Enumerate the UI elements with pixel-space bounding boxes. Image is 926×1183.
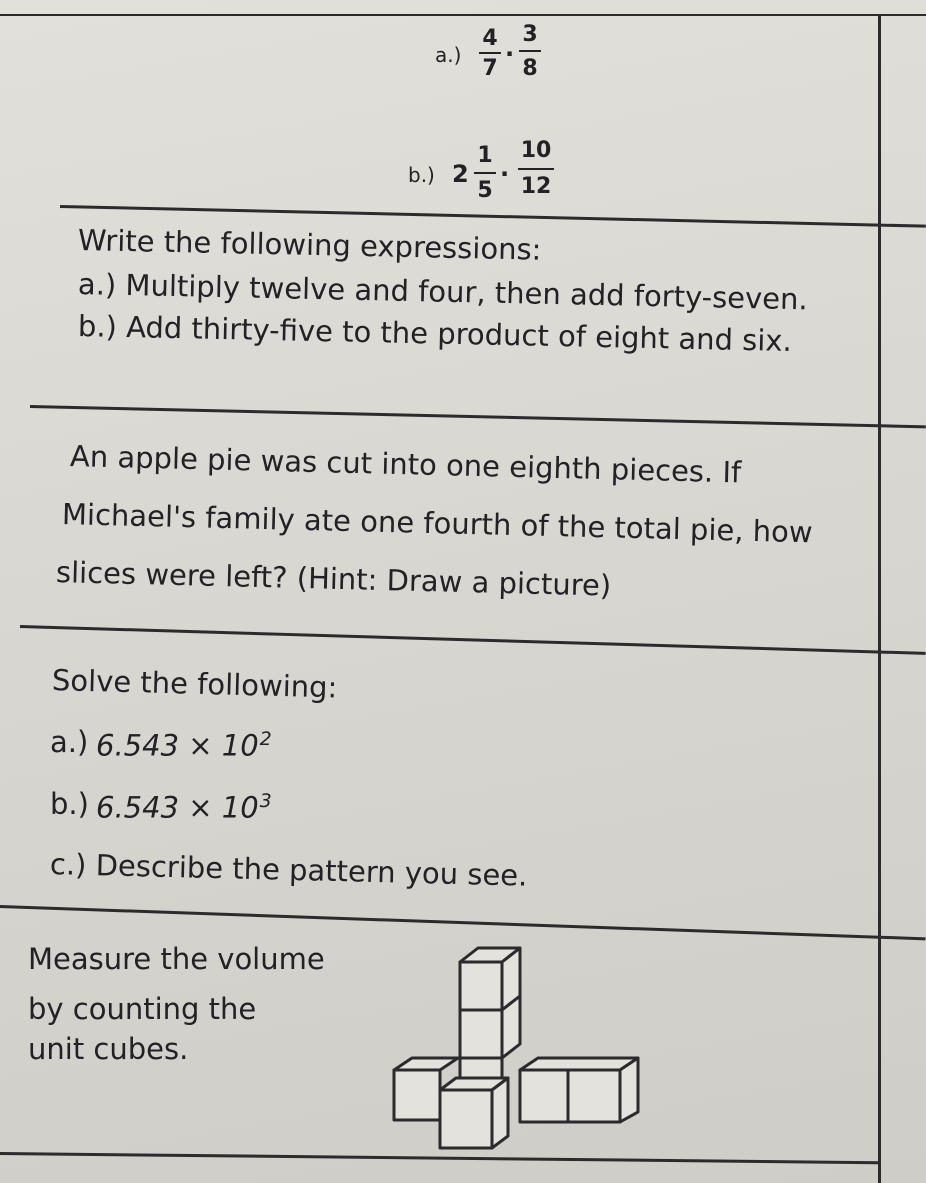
solve-c-text: c.) Describe the pattern you see. (49, 847, 528, 893)
cube-base-left-top (394, 1058, 458, 1070)
apple-pie-line-2: Michael's family ate one fourth of the total pie, how (61, 497, 814, 550)
fraction-b1-numerator: 1 (477, 143, 493, 168)
expression-a-text: a.) Multiply twelve and four, then add forty-seven. (77, 267, 809, 317)
solve-heading: Solve the following: (51, 663, 338, 705)
cube-base-right-face-1 (520, 1070, 568, 1122)
divider-line-2 (30, 405, 926, 428)
fraction-b1-denominator: 5 (477, 178, 493, 203)
fraction-b2-denominator: 12 (520, 174, 552, 199)
volume-line-1: Measure the volume (28, 942, 325, 976)
solve-b-expression (96, 792, 272, 823)
volume-line-2: by counting the (28, 992, 257, 1026)
expression-b-text: b.) Add thirty-five to the product of eight and six. (77, 309, 793, 358)
fraction-problem-b-label: b.) (408, 163, 435, 187)
cube-base-right-face-2 (568, 1070, 620, 1122)
solve-a-expression (96, 730, 272, 761)
cube-tower-face-1 (460, 962, 502, 1010)
fraction-a1-numerator: 4 (482, 26, 498, 51)
fraction-a2-bar (519, 50, 541, 52)
expressions-heading: Write the following expressions: (77, 223, 542, 267)
solve-b-label: b.) (50, 787, 89, 821)
cube-tower-face-2 (460, 1010, 502, 1058)
solve-b-exponent: 3 (259, 790, 272, 812)
cube-base-right-side (620, 1058, 638, 1122)
fraction-b2-numerator: 10 (520, 138, 552, 163)
fraction-b1-bar (474, 172, 496, 174)
solve-b-base: 6.543 × 10 (96, 790, 259, 825)
fraction-a2-numerator: 3 (522, 22, 538, 47)
cube-tower-base-face (460, 1058, 502, 1078)
solve-a-base: 6.543 × 10 (96, 728, 259, 763)
fraction-problem-a-label: a.) (435, 43, 462, 67)
fraction-b2-bar (518, 168, 554, 170)
cube-base-left-face (394, 1070, 440, 1120)
top-border-line (0, 14, 926, 16)
divider-line-3 (20, 625, 926, 655)
solve-a-exponent: 2 (259, 728, 272, 750)
fraction-a2-denominator: 8 (522, 56, 538, 81)
right-border-line (878, 14, 881, 1183)
apple-pie-line-3: slices were left? (Hint: Draw a picture) (55, 555, 612, 603)
mixed-number-whole: 2 (452, 160, 469, 188)
apple-pie-line-1: An apple pie was cut into one eighth pieces. If (69, 439, 742, 490)
cube-front-face (440, 1090, 492, 1148)
unit-cubes-figure (380, 940, 670, 1170)
fraction-a1-denominator: 7 (482, 56, 498, 81)
divider-line-4 (0, 905, 925, 940)
multiply-dot-a: · (505, 40, 515, 68)
solve-a-label: a.) (50, 725, 89, 759)
multiply-dot-b: · (500, 160, 510, 188)
divider-line-1 (60, 205, 926, 228)
volume-line-3: unit cubes. (28, 1032, 189, 1066)
cube-front-side (492, 1078, 508, 1148)
fraction-a1-bar (479, 52, 501, 54)
